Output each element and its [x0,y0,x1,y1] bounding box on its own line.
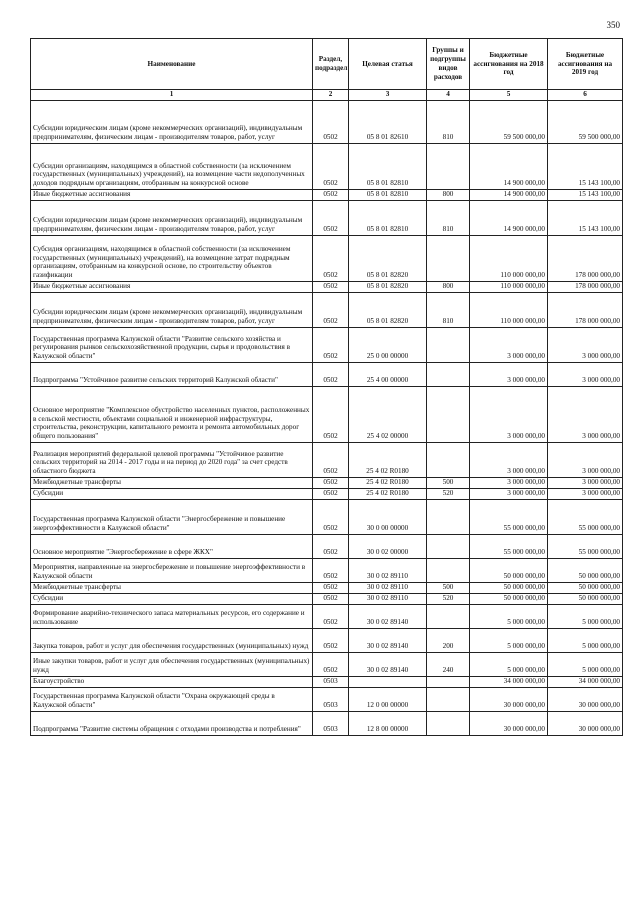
row-name: Межбюджетные трансферты [31,478,313,489]
table-body [31,101,623,736]
row-amount-2018: 3 000 000,00 [470,478,548,489]
column-number: 2 [313,90,349,101]
row-group: 800 [427,282,470,293]
row-amount-2018: 55 000 000,00 [470,500,548,535]
row-group: 810 [427,293,470,328]
row-amount-2019: 3 000 000,00 [548,489,623,500]
table-row [31,629,623,653]
row-group [427,236,470,282]
row-group [427,387,470,443]
row-group: 520 [427,594,470,605]
row-name: Иные закупки товаров, работ и услуг для обеспечения государственных (муниципальных) нужд [31,653,313,677]
table-row [31,282,623,293]
row-section: 0503 [313,712,349,736]
column-number: 1 [31,90,313,101]
row-amount-2018: 34 000 000,00 [470,677,548,688]
table-row [31,293,623,328]
row-name: Субсидии организациям, находящимся в областной собственности (за исключением государственных (муниципальных) учреждений), на возмещение части недополученных доходов подрядным организациям, отобранным на конкурсной основе [31,144,313,190]
row-amount-2018: 3 000 000,00 [470,328,548,363]
row-amount-2018: 3 000 000,00 [470,489,548,500]
row-amount-2018: 59 500 000,00 [470,101,548,144]
table-row [31,236,623,282]
row-article: 25 0 00 00000 [349,328,427,363]
row-name: Субсидии юридическим лицам (кроме некоммерческих организаций), индивидуальным предпринимателям, физическим лицам - производителям товаров, работ, услуг [31,101,313,144]
row-article: 05 8 01 82820 [349,236,427,282]
row-amount-2019: 30 000 000,00 [548,688,623,712]
column-number: 6 [548,90,623,101]
row-article: 12 0 00 00000 [349,688,427,712]
budget-table [30,38,623,736]
row-amount-2018: 5 000 000,00 [470,605,548,629]
header-amount-2019: Бюджетные ассигнования на 2019 год [548,39,623,90]
header-article: Целевая статья [349,39,427,90]
row-section: 0502 [313,101,349,144]
row-name: Реализация мероприятий федеральной целевой программы "Устойчивое развитие сельских территорий на 2014 - 2017 годы и на период до 2020 года" за счет средств областного бюджета [31,443,313,478]
table-row [31,443,623,478]
row-section: 0502 [313,236,349,282]
row-name: Иные бюджетные ассигнования [31,190,313,201]
row-section: 0502 [313,293,349,328]
row-group [427,443,470,478]
row-amount-2018: 110 000 000,00 [470,282,548,293]
row-name: Мероприятия, направленные на энергосбережение и повышение энергоэффективности в Калужской области [31,559,313,583]
row-amount-2019: 3 000 000,00 [548,363,623,387]
row-section: 0503 [313,677,349,688]
table-row [31,712,623,736]
header-group: Группы и подгруппы видов расходов [427,39,470,90]
row-section: 0502 [313,605,349,629]
page-number: 350 [606,20,620,30]
row-name: Субсидии [31,594,313,605]
table-row [31,605,623,629]
row-article: 05 8 01 82810 [349,201,427,236]
row-name: Основное мероприятие "Энергосбережение в сфере ЖКХ" [31,535,313,559]
row-section: 0502 [313,201,349,236]
row-amount-2018: 5 000 000,00 [470,653,548,677]
table-row [31,677,623,688]
row-section: 0502 [313,559,349,583]
row-amount-2019: 15 143 100,00 [548,190,623,201]
row-group: 500 [427,583,470,594]
row-amount-2019: 55 000 000,00 [548,500,623,535]
row-article: 30 0 02 89110 [349,594,427,605]
row-amount-2018: 50 000 000,00 [470,583,548,594]
row-amount-2018: 110 000 000,00 [470,236,548,282]
table-row [31,535,623,559]
row-amount-2019: 178 000 000,00 [548,282,623,293]
row-amount-2019: 50 000 000,00 [548,583,623,594]
row-article: 30 0 02 89140 [349,629,427,653]
table-row [31,328,623,363]
row-article [349,677,427,688]
row-amount-2019: 178 000 000,00 [548,293,623,328]
table-row [31,144,623,190]
row-amount-2019: 3 000 000,00 [548,443,623,478]
row-amount-2019: 55 000 000,00 [548,535,623,559]
row-section: 0502 [313,653,349,677]
row-amount-2018: 14 900 000,00 [470,144,548,190]
row-section: 0502 [313,583,349,594]
row-name: Формирование аварийно-технического запаса материальных ресурсов, его содержание и использование [31,605,313,629]
row-amount-2019: 5 000 000,00 [548,605,623,629]
row-section: 0502 [313,328,349,363]
row-group [427,688,470,712]
row-section: 0502 [313,594,349,605]
row-group: 800 [427,190,470,201]
row-name: Межбюджетные трансферты [31,583,313,594]
row-article: 05 8 01 82810 [349,144,427,190]
row-article: 25 4 02 R0180 [349,478,427,489]
row-group [427,559,470,583]
header-section: Раздел, подраздел [313,39,349,90]
row-name: Иные бюджетные ассигнования [31,282,313,293]
table-row [31,101,623,144]
row-article: 05 8 01 82820 [349,282,427,293]
row-section: 0502 [313,363,349,387]
row-group [427,605,470,629]
table-row [31,653,623,677]
row-article: 05 8 01 82810 [349,190,427,201]
row-section: 0502 [313,629,349,653]
row-group [427,677,470,688]
table-row [31,594,623,605]
row-amount-2019: 178 000 000,00 [548,236,623,282]
row-article: 05 8 01 82820 [349,293,427,328]
row-group: 240 [427,653,470,677]
row-section: 0502 [313,535,349,559]
row-section: 0502 [313,443,349,478]
row-amount-2018: 50 000 000,00 [470,594,548,605]
row-section: 0502 [313,144,349,190]
table-row [31,478,623,489]
row-amount-2019: 3 000 000,00 [548,328,623,363]
table-row [31,583,623,594]
row-article: 25 4 02 R0180 [349,489,427,500]
row-article: 25 4 00 00000 [349,363,427,387]
row-amount-2019: 50 000 000,00 [548,559,623,583]
table-row [31,190,623,201]
row-section: 0502 [313,387,349,443]
row-article: 30 0 02 89110 [349,583,427,594]
header-name: Наименование [31,39,313,90]
row-article: 30 0 02 89140 [349,605,427,629]
row-amount-2019: 34 000 000,00 [548,677,623,688]
header-amount-2018: Бюджетные ассигнования на 2018 год [470,39,548,90]
row-group [427,363,470,387]
row-name: Подпрограмма "Устойчивое развитие сельских территорий Калужской области" [31,363,313,387]
row-amount-2018: 3 000 000,00 [470,443,548,478]
row-name: Благоустройство [31,677,313,688]
row-article: 12 8 00 00000 [349,712,427,736]
row-amount-2018: 30 000 000,00 [470,688,548,712]
row-section: 0502 [313,478,349,489]
row-group: 200 [427,629,470,653]
row-section: 0502 [313,489,349,500]
row-section: 0502 [313,500,349,535]
row-amount-2018: 14 900 000,00 [470,190,548,201]
row-amount-2018: 30 000 000,00 [470,712,548,736]
row-name: Государственная программа Калужской области "Охрана окружающей среды в Калужской области" [31,688,313,712]
row-amount-2019: 50 000 000,00 [548,594,623,605]
row-name: Субсидии [31,489,313,500]
row-name: Государственная программа Калужской области "Развитие сельского хозяйства и регулирования рынков сельскохозяйственной продукции, сырья и продовольствия в Калужской области" [31,328,313,363]
row-amount-2019: 59 500 000,00 [548,101,623,144]
row-amount-2019: 15 143 100,00 [548,201,623,236]
row-amount-2018: 5 000 000,00 [470,629,548,653]
column-number: 5 [470,90,548,101]
row-name: Субсидии юридическим лицам (кроме некоммерческих организаций), индивидуальным предпринимателям, физическим лицам - производителям товаров, работ, услуг [31,201,313,236]
row-amount-2019: 3 000 000,00 [548,478,623,489]
row-group [427,328,470,363]
row-article: 05 8 01 82610 [349,101,427,144]
row-article: 30 0 02 00000 [349,535,427,559]
row-group [427,144,470,190]
row-amount-2018: 55 000 000,00 [470,535,548,559]
table-row [31,363,623,387]
row-group: 810 [427,101,470,144]
row-amount-2019: 3 000 000,00 [548,387,623,443]
table-row [31,387,623,443]
row-name: Субсидии юридическим лицам (кроме некоммерческих организаций), индивидуальным предпринимателям, физическим лицам - производителям товаров, работ, услуг [31,293,313,328]
column-number: 3 [349,90,427,101]
row-amount-2018: 3 000 000,00 [470,387,548,443]
row-article: 30 0 00 00000 [349,500,427,535]
row-amount-2018: 3 000 000,00 [470,363,548,387]
row-article: 25 4 02 R0180 [349,443,427,478]
row-article: 30 0 02 89110 [349,559,427,583]
table-row [31,688,623,712]
row-amount-2018: 14 900 000,00 [470,201,548,236]
row-name: Закупка товаров, работ и услуг для обеспечения государственных (муниципальных) нужд [31,629,313,653]
row-group: 500 [427,478,470,489]
row-group [427,500,470,535]
column-numbers-row [31,90,623,101]
row-name: Подпрограмма "Развитие системы обращения с отходами производства и потребления" [31,712,313,736]
row-group [427,535,470,559]
row-name: Основное мероприятие "Комплексное обустройство населенных пунктов, расположенных в сельской местности, объектами социальной и инженерной инфраструктуры, строительства, реконструкции, капитального ремонта и ремонта автомобильных дорог общего пользования" [31,387,313,443]
row-group: 520 [427,489,470,500]
row-article: 25 4 02 00000 [349,387,427,443]
header-row [31,39,623,90]
row-group [427,712,470,736]
column-number: 4 [427,90,470,101]
row-amount-2019: 5 000 000,00 [548,629,623,653]
table-row [31,201,623,236]
row-amount-2019: 5 000 000,00 [548,653,623,677]
row-group: 810 [427,201,470,236]
row-amount-2019: 15 143 100,00 [548,144,623,190]
row-name: Государственная программа Калужской области "Энергосбережение и повышение энергоэффективности в Калужской области" [31,500,313,535]
row-section: 0502 [313,190,349,201]
row-name: Субсидия организациям, находящимся в областной собственности (за исключением государственных (муниципальных) учреждений), на возмещение затрат подрядным организациям, отобранным на конкурсной основе, по строительству объектов газификации [31,236,313,282]
row-article: 30 0 02 89140 [349,653,427,677]
row-amount-2018: 110 000 000,00 [470,293,548,328]
table-row [31,559,623,583]
row-section: 0503 [313,688,349,712]
row-amount-2019: 30 000 000,00 [548,712,623,736]
table-row [31,500,623,535]
row-section: 0502 [313,282,349,293]
table-row [31,489,623,500]
row-amount-2018: 50 000 000,00 [470,559,548,583]
